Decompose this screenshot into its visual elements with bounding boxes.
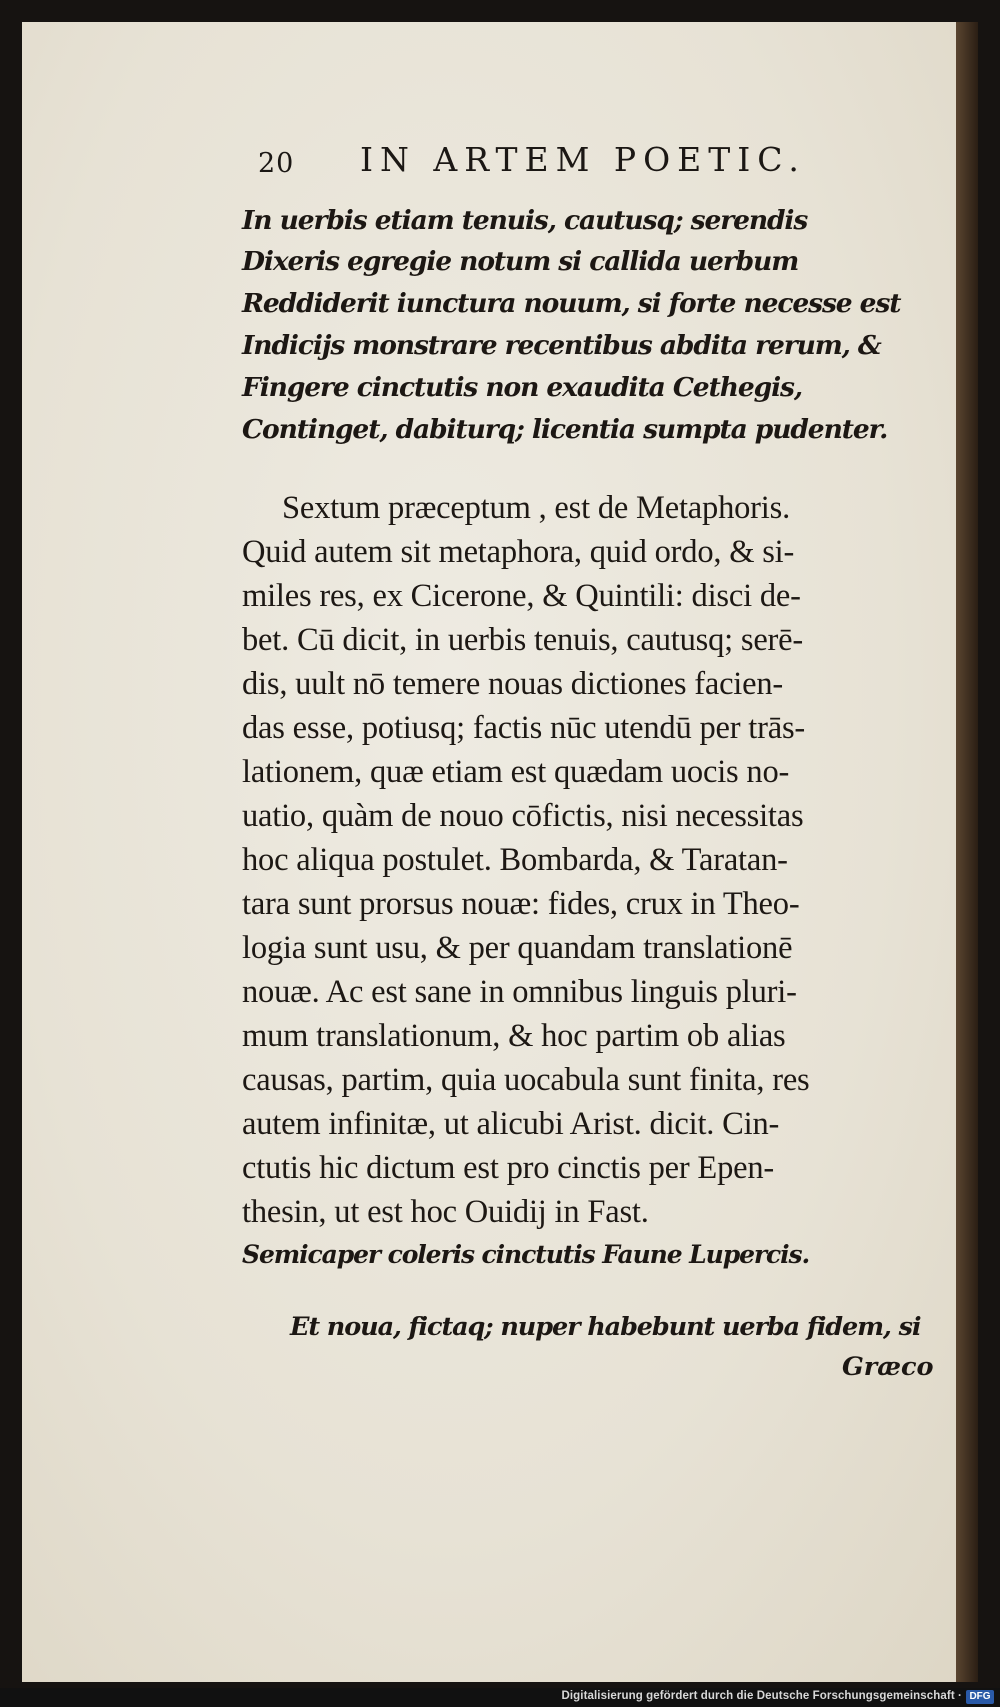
verse-line: In uerbis etiam tenuis, cautusq; serendis (242, 205, 808, 236)
running-head-title: IN ARTEM POETIC. (360, 140, 806, 179)
quoted-verse: Semicaper coleris cinctutis Faune Lupercis. (242, 1240, 810, 1269)
page-edge-shadow (956, 22, 978, 1682)
commentary-line: causas, partim, quia uocabula sunt finita, res (242, 1062, 810, 1098)
catchword: Græco (842, 1352, 934, 1382)
verse-line: Fingere cinctutis non exaudita Cethegis, (242, 372, 802, 403)
commentary-line: das esse, potiusq; factis nūc utendū per trās- (242, 710, 806, 746)
commentary-line: miles res, ex Cicerone, & Quintili: disci de- (242, 578, 801, 614)
verse-line: Reddiderit iunctura nouum, si forte necesse est (242, 288, 901, 319)
commentary-line: mum translationum, & hoc partim ob alias (242, 1018, 786, 1054)
commentary-line: hoc aliqua postulet. Bombarda, & Taratan- (242, 842, 788, 878)
commentary-line: ctutis hic dictum est pro cinctis per Epen- (242, 1150, 775, 1186)
commentary-line: Quid autem sit metaphora, quid ordo, & si- (242, 534, 795, 570)
dfg-logo-icon: DFG (966, 1690, 994, 1704)
commentary-line: nouæ. Ac est sane in omnibus linguis pluri- (242, 974, 797, 1010)
footer-credit: Digitalisierung gefördert durch die Deutsche Forschungsgemeinschaft · (561, 1690, 962, 1702)
commentary-line: lationem, quæ etiam est quædam uocis no- (242, 754, 790, 790)
verse-line: Continget, dabiturq; licentia sumpta pudenter. (242, 414, 888, 445)
running-head (22, 140, 978, 180)
verse-line: Indicijs monstrare recentibus abdita rerum, & (242, 330, 881, 361)
page-number: 20 (258, 148, 295, 179)
commentary-line: thesin, ut est hoc Ouidij in Fast. (242, 1194, 649, 1230)
commentary-line: Sextum præceptum , est de Metaphoris. (282, 490, 790, 526)
commentary-line: autem infinitæ, ut alicubi Arist. dicit. Cin- (242, 1106, 780, 1142)
final-verse-line: Et noua, fictaq; nuper habebunt uerba fidem, si (290, 1312, 921, 1342)
commentary-line: uatio, quàm de nouo cōfictis, nisi necessitas (242, 798, 804, 834)
commentary-line: dis, uult nō temere nouas dictiones facien- (242, 666, 784, 702)
commentary-line: bet. Cū dicit, in uerbis tenuis, cautusq; serē- (242, 622, 804, 658)
footer-bar (0, 1688, 1000, 1707)
commentary-line: tara sunt prorsus nouæ: fides, crux in Theo- (242, 886, 800, 922)
commentary-line: logia sunt usu, & per quandam translationē (242, 930, 793, 966)
book-page (22, 22, 978, 1682)
verse-line: Dixeris egregie notum si callida uerbum (242, 246, 799, 277)
